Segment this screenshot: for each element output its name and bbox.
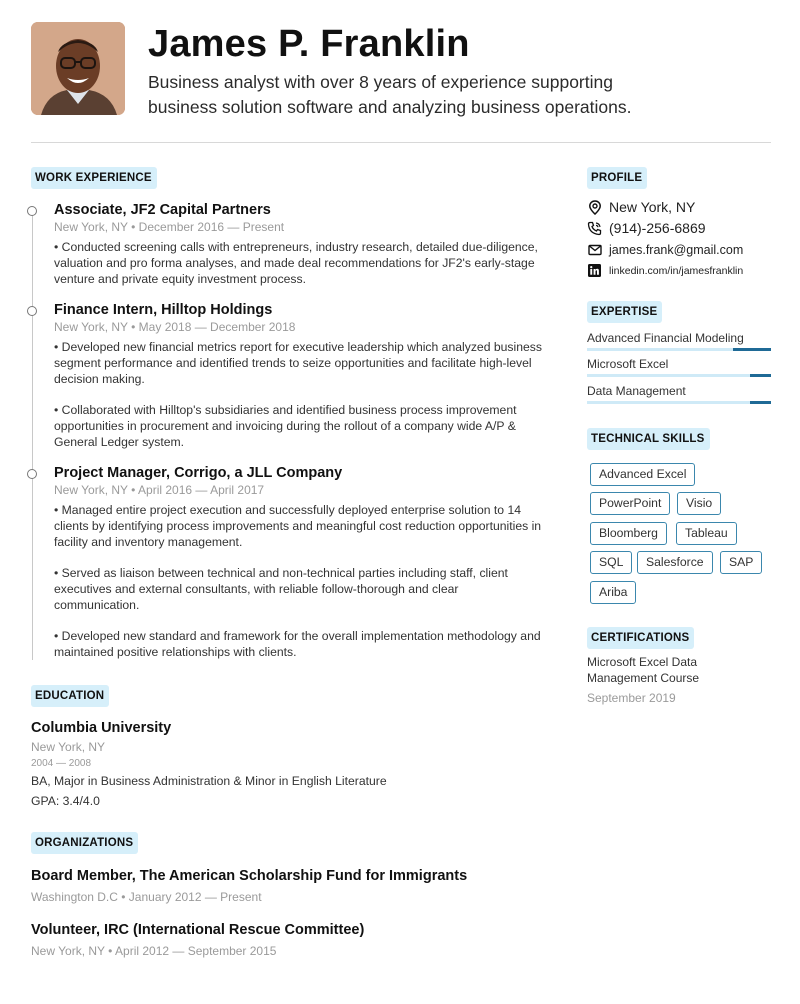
job-bullet: • Developed new standard and framework for the overall implementation methodology and maintained positive relationships with clients. <box>54 629 541 660</box>
phone-icon <box>587 221 602 236</box>
expertise-label: Microsoft Excel <box>587 357 669 371</box>
expertise-label: Data Management <box>587 384 686 398</box>
candidate-name: James P. Franklin <box>148 23 470 65</box>
job-bullet: • Managed entire project execution and successfully deployed enterprise solution to 14 clients by identifying process improvements and meaningful cost reduction opportunities in facility and inventory management. <box>54 503 542 549</box>
profile-location-text: New York, NY <box>609 199 696 215</box>
candidate-summary <box>148 70 688 119</box>
timeline-dot-icon <box>27 306 37 316</box>
job-meta: New York, NY • May 2018 — December 2018 <box>54 320 296 334</box>
section-profile: PROFILE <box>587 167 647 189</box>
skill-chip: SQL <box>590 551 632 574</box>
certification-name <box>587 654 699 686</box>
education-years: 2004 — 2008 <box>31 758 92 769</box>
skill-chip: Tableau <box>676 522 737 545</box>
job-bullets <box>54 340 544 451</box>
job-bullets <box>54 240 544 287</box>
education-degree: BA, Major in Business Administration & Minor in English Literature <box>31 774 387 788</box>
job-bullets <box>54 503 544 661</box>
section-expertise: EXPERTISE <box>587 301 662 323</box>
profile-location <box>587 199 695 215</box>
certification-date: September 2019 <box>587 691 676 705</box>
job-meta: New York, NY • April 2016 — April 2017 <box>54 483 265 497</box>
organization-meta: New York, NY • April 2012 — September 2015 <box>31 944 277 958</box>
organization-title: Volunteer, IRC (International Rescue Committee) <box>31 922 365 938</box>
resume-header <box>31 22 771 116</box>
section-technical-skills: TECHNICAL SKILLS <box>587 428 710 450</box>
expertise-bar-fill <box>750 401 771 404</box>
email-icon <box>587 242 602 257</box>
section-work-experience: WORK EXPERIENCE <box>31 167 157 189</box>
profile-email[interactable] <box>587 242 743 257</box>
skill-chip: Visio <box>677 492 721 515</box>
timeline-dot-icon <box>27 206 37 216</box>
expertise-bar <box>587 401 771 404</box>
timeline-line <box>32 210 33 660</box>
section-organizations: ORGANIZATIONS <box>31 832 138 854</box>
profile-phone[interactable] <box>587 220 706 236</box>
profile-email-text: james.frank@gmail.com <box>609 242 744 257</box>
skill-chip: Advanced Excel <box>590 463 695 486</box>
job-meta: New York, NY • December 2016 — Present <box>54 220 285 234</box>
linkedin-icon <box>587 263 602 278</box>
job-title: Associate, JF2 Capital Partners <box>54 202 271 218</box>
profile-photo <box>31 22 125 115</box>
job-bullet: • Conducted screening calls with entrepreneurs, industry research, detailed due-diligence, valuation and pro forma analyses, and made deal recommendations for JF2's early-stage venture and private equity investment process. <box>54 240 538 286</box>
education-gpa: GPA: 3.4/4.0 <box>31 794 100 808</box>
section-education: EDUCATION <box>31 685 109 707</box>
skill-chip: Bloomberg <box>590 522 667 545</box>
expertise-bar <box>587 348 771 351</box>
job-title: Project Manager, Corrigo, a JLL Company <box>54 465 343 481</box>
job-bullet: • Developed new financial metrics report for executive leadership which analyzed business segment performance and identified trends to seize opportunities and facilitate high-level decision making. <box>54 340 542 386</box>
job-bullet: • Served as liaison between technical and non-technical parties including staff, client executives and external consultants, with reliable follow-thorough and clear communication. <box>54 566 508 612</box>
education-school: Columbia University <box>31 720 172 736</box>
education-location: New York, NY <box>31 740 106 754</box>
job-bullet: • Collaborated with Hilltop's subsidiaries and identified business process improvement opportunities in procurement and invoicing during the rollout of a company wide A/P & General Ledger system. <box>54 403 517 449</box>
organization-title: Board Member, The American Scholarship Fund for Immigrants <box>31 868 468 884</box>
expertise-bar <box>587 374 771 377</box>
skill-chip: Salesforce <box>637 551 713 574</box>
job-title: Finance Intern, Hilltop Holdings <box>54 302 273 318</box>
skill-chip: SAP <box>720 551 762 574</box>
location-pin-icon <box>587 200 602 215</box>
organization-meta: Washington D.C • January 2012 — Present <box>31 890 262 904</box>
skill-chip: Ariba <box>590 581 636 604</box>
header-divider <box>31 142 771 143</box>
expertise-label: Advanced Financial Modeling <box>587 331 744 345</box>
expertise-bar-fill <box>750 374 771 377</box>
certification-line: Microsoft Excel Data <box>587 655 698 669</box>
profile-phone-text: (914)-256-6869 <box>609 220 706 236</box>
expertise-bar-fill <box>733 348 771 351</box>
skill-chip: PowerPoint <box>590 492 670 515</box>
certification-line: Management Course <box>587 671 700 685</box>
summary-line: Business analyst with over 8 years of experience supporting <box>148 72 613 92</box>
timeline-dot-icon <box>27 469 37 479</box>
summary-line: business solution software and analyzing business operations. <box>148 96 632 117</box>
profile-linkedin-text: linkedin.com/in/jamesfranklin <box>609 264 744 277</box>
section-certifications: CERTIFICATIONS <box>587 627 694 649</box>
profile-linkedin[interactable] <box>587 263 743 278</box>
